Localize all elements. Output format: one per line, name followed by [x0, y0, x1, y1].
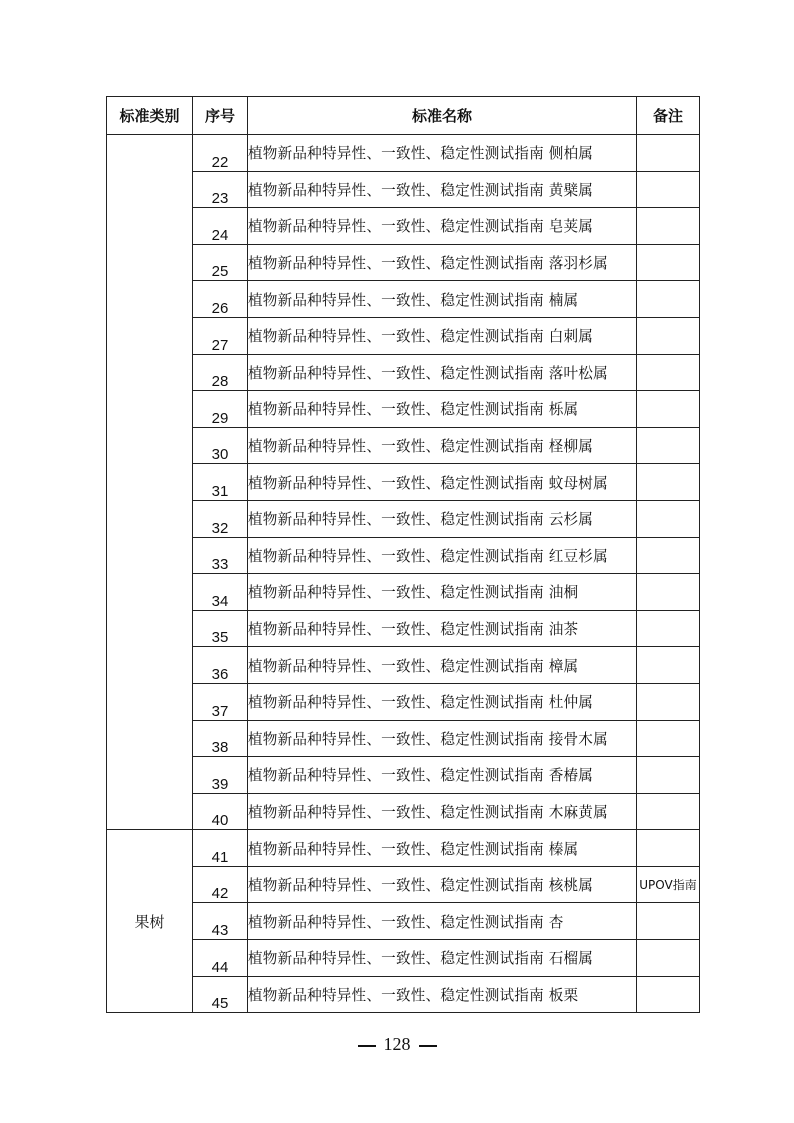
header-remarks: 备注	[637, 97, 700, 135]
table-row	[107, 354, 700, 391]
standard-name-cell: 植物新品种特异性、一致性、稳定性测试指南 杜仲属	[248, 683, 637, 720]
table-row	[107, 720, 700, 757]
standard-name-cell: 植物新品种特异性、一致性、稳定性测试指南 白刺属	[248, 317, 637, 354]
table-row	[107, 281, 700, 318]
standard-name-cell: 植物新品种特异性、一致性、稳定性测试指南 油茶	[248, 610, 637, 647]
number-cell: 24	[193, 208, 248, 245]
remarks-cell	[637, 793, 700, 830]
standard-name-cell: 植物新品种特异性、一致性、稳定性测试指南 楠属	[248, 281, 637, 318]
table-row	[107, 464, 700, 501]
table-row	[107, 391, 700, 428]
remarks-cell	[637, 281, 700, 318]
standard-name-cell: 植物新品种特异性、一致性、稳定性测试指南 杏	[248, 903, 637, 940]
header-standard-name: 标准名称	[248, 97, 637, 135]
number-cell: 26	[193, 281, 248, 318]
table-row	[107, 647, 700, 684]
standard-name-cell: 植物新品种特异性、一致性、稳定性测试指南 云杉属	[248, 500, 637, 537]
remarks-cell	[637, 903, 700, 940]
table-row	[107, 830, 700, 867]
remarks-cell	[637, 500, 700, 537]
remarks-cell	[637, 720, 700, 757]
number-cell: 42	[193, 866, 248, 903]
standard-name-cell: 植物新品种特异性、一致性、稳定性测试指南 红豆杉属	[248, 537, 637, 574]
number-cell: 43	[193, 903, 248, 940]
standard-name-cell: 植物新品种特异性、一致性、稳定性测试指南 樟属	[248, 647, 637, 684]
number-cell: 27	[193, 317, 248, 354]
table-row	[107, 866, 700, 903]
table-row	[107, 683, 700, 720]
number-cell: 45	[193, 976, 248, 1013]
standard-name-cell: 植物新品种特异性、一致性、稳定性测试指南 落叶松属	[248, 354, 637, 391]
standard-name-cell: 植物新品种特异性、一致性、稳定性测试指南 落羽杉属	[248, 244, 637, 281]
header-category: 标准类别	[107, 97, 193, 135]
standards-table	[106, 96, 700, 1013]
number-cell: 32	[193, 500, 248, 537]
category-cell: 果树	[107, 830, 193, 1013]
standard-name-cell: 植物新品种特异性、一致性、稳定性测试指南 黄檗属	[248, 171, 637, 208]
number-cell: 37	[193, 683, 248, 720]
standard-name-cell: 植物新品种特异性、一致性、稳定性测试指南 蚊母树属	[248, 464, 637, 501]
table-row	[107, 208, 700, 245]
remarks-cell	[637, 135, 700, 172]
remarks-cell	[637, 391, 700, 428]
table-body	[107, 135, 700, 1013]
remarks-cell	[637, 537, 700, 574]
remarks-cell	[637, 610, 700, 647]
table-row	[107, 903, 700, 940]
table-row	[107, 135, 700, 172]
remarks-cell	[637, 830, 700, 867]
page-footer	[0, 1034, 794, 1055]
standard-name-cell: 植物新品种特异性、一致性、稳定性测试指南 石榴属	[248, 940, 637, 977]
standard-name-cell: 植物新品种特异性、一致性、稳定性测试指南 接骨木属	[248, 720, 637, 757]
number-cell: 25	[193, 244, 248, 281]
header-number: 序号	[193, 97, 248, 135]
table-row	[107, 500, 700, 537]
number-cell: 36	[193, 647, 248, 684]
remarks-cell	[637, 647, 700, 684]
footer-dash-left	[358, 1045, 376, 1047]
number-cell: 22	[193, 135, 248, 172]
remarks-cell	[637, 683, 700, 720]
standard-name-cell: 植物新品种特异性、一致性、稳定性测试指南 皂荚属	[248, 208, 637, 245]
table-row	[107, 793, 700, 830]
table-row	[107, 317, 700, 354]
remarks-cell	[637, 464, 700, 501]
standard-name-cell: 植物新品种特异性、一致性、稳定性测试指南 香椿属	[248, 757, 637, 794]
table-row	[107, 757, 700, 794]
table-row	[107, 610, 700, 647]
standard-name-cell: 植物新品种特异性、一致性、稳定性测试指南 木麻黄属	[248, 793, 637, 830]
table-row	[107, 940, 700, 977]
remarks-cell	[637, 354, 700, 391]
standard-name-cell: 植物新品种特异性、一致性、稳定性测试指南 核桃属	[248, 866, 637, 903]
table-row	[107, 244, 700, 281]
number-cell: 31	[193, 464, 248, 501]
remarks-cell	[637, 940, 700, 977]
table-header-row	[107, 97, 700, 135]
number-cell: 44	[193, 940, 248, 977]
footer-dash-right	[419, 1045, 437, 1047]
table-row	[107, 976, 700, 1013]
remarks-cell	[637, 244, 700, 281]
remarks-cell	[637, 976, 700, 1013]
number-cell: 40	[193, 793, 248, 830]
remarks-cell	[637, 208, 700, 245]
page-number: 128	[383, 1034, 411, 1054]
table-row	[107, 171, 700, 208]
category-cell	[107, 135, 193, 830]
standard-name-cell: 植物新品种特异性、一致性、稳定性测试指南 栎属	[248, 391, 637, 428]
number-cell: 30	[193, 427, 248, 464]
table-row	[107, 574, 700, 611]
remarks-cell: UPOV指南	[637, 866, 700, 903]
standard-name-cell: 植物新品种特异性、一致性、稳定性测试指南 侧柏属	[248, 135, 637, 172]
remarks-cell	[637, 427, 700, 464]
number-cell: 28	[193, 354, 248, 391]
remarks-cell	[637, 171, 700, 208]
number-cell: 34	[193, 574, 248, 611]
remarks-cell	[637, 317, 700, 354]
number-cell: 39	[193, 757, 248, 794]
standard-name-cell: 植物新品种特异性、一致性、稳定性测试指南 柽柳属	[248, 427, 637, 464]
number-cell: 41	[193, 830, 248, 867]
standard-name-cell: 植物新品种特异性、一致性、稳定性测试指南 板栗	[248, 976, 637, 1013]
table-row	[107, 537, 700, 574]
standard-name-cell: 植物新品种特异性、一致性、稳定性测试指南 榛属	[248, 830, 637, 867]
remarks-cell	[637, 574, 700, 611]
number-cell: 35	[193, 610, 248, 647]
number-cell: 29	[193, 391, 248, 428]
standard-name-cell: 植物新品种特异性、一致性、稳定性测试指南 油桐	[248, 574, 637, 611]
table-row	[107, 427, 700, 464]
number-cell: 38	[193, 720, 248, 757]
number-cell: 33	[193, 537, 248, 574]
remarks-cell	[637, 757, 700, 794]
number-cell: 23	[193, 171, 248, 208]
